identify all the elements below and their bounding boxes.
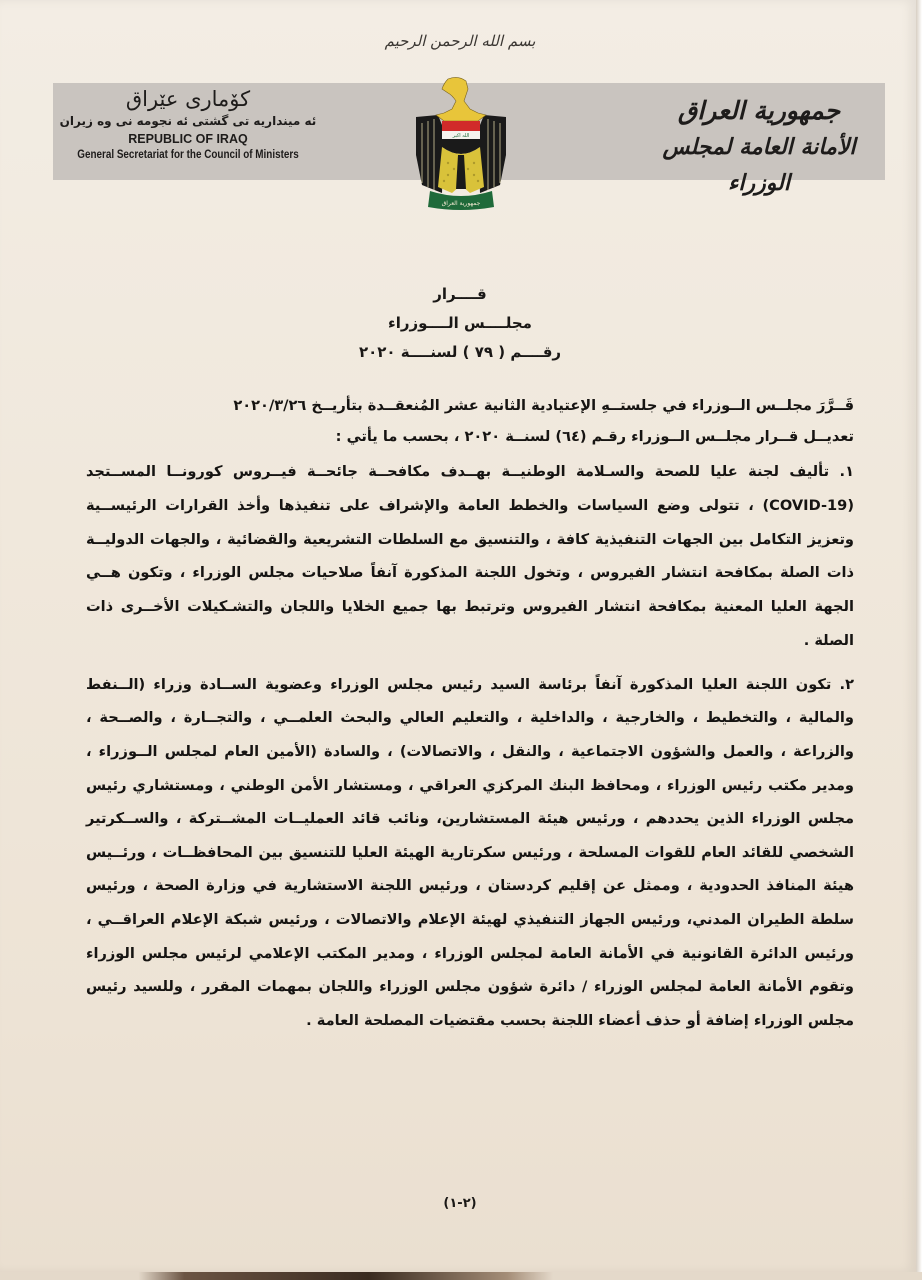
kurdish-subtitle: ئه مینداریه تی گشتی ئه نجومه نی وه زیران bbox=[59, 114, 317, 128]
eagle-head bbox=[436, 77, 486, 121]
svg-text:الله اكبر: الله اكبر bbox=[452, 133, 470, 139]
intro-line-1: قَــرَّرَ مجلــس الــوزراء في جلستــهِ الإعتيادية الثانية عشر المُنعقــدة بتأريــخ ٢٠٢٠/٣/٢٦ bbox=[233, 397, 854, 414]
letterhead-right-block bbox=[633, 83, 885, 196]
arabic-subtitle: الأمانة العامة لمجلس الوزراء bbox=[662, 134, 856, 196]
intro-line-2: تعديــل قــرار مجلــس الــوزراء رقـم (٦٤) لسنــة ٢٠٢٠ ، بحسب ما يأتي : bbox=[335, 428, 854, 445]
table-surface-shadow bbox=[0, 1272, 922, 1280]
page-number: (٢-١) bbox=[443, 1196, 477, 1211]
english-title: REPUBLIC OF IRAQ bbox=[128, 132, 248, 146]
decision-body bbox=[86, 393, 854, 1037]
title-decision: قــــرار bbox=[433, 285, 487, 303]
clause-1: ١. تأليف لجنة عليا للصحة والسـلامة الوطنيــة بهــدف مكافحــة جائحــة فيــروس كورونــا المســتجد (COVID-19) ، تتولى وضع السياسات والخطط العامة والإشراف على تنفيذها وأخذ القرارات الرئيســية وتعزيز التكامل بين الجهات التنفيذية كافة ، والتنسيق مع السلطات التشريعية والقضائية ، والجهات الدوليــة ذات الصلة بمكافحة انتشار الفيروس ، وتخول اللجنة المذكورة آنفاً صلاحيات مجلس الوزراء ، وتكون هــي الجهة العليا المعنية بمكافحة انتشار الفيروس وترتبط بها جميع الخلايا واللجان والتشـكيلات الأخــرى ذات الصلة . bbox=[86, 463, 854, 649]
kurdish-title: كۆماری عێراق bbox=[125, 87, 251, 111]
emblem-ribbon-text: جمهورية العراق bbox=[441, 200, 481, 207]
eagle-of-saladin-emblem-icon bbox=[408, 75, 514, 210]
letterhead-left-block bbox=[53, 83, 323, 180]
title-council: مجلــــس الــــوزراء bbox=[388, 314, 532, 332]
english-subtitle: General Secretariat for the Council of Ministers bbox=[77, 149, 299, 161]
arabic-title: جمهورية العراق bbox=[677, 96, 841, 125]
title-number-year: رقــــم ( ٧٩ ) لسنــــة ٢٠٢٠ bbox=[358, 343, 562, 361]
page-edge bbox=[916, 0, 922, 1280]
basmala: بسم الله الرحمن الرحيم bbox=[384, 32, 536, 50]
clause-2: ٢. تكون اللجنة العليا المذكورة آنفاً برئاسة السيد رئيس مجلس الوزراء وعضوية الســادة وزراء (الــنفط والمالية ، والتخطيط ، والخارجية ، والداخلية ، والتعليم العالي والبحث العلمــي ، والتجــارة ، والصــحة ، والزراعة ، والعمل والشؤون الاجتماعية ، والنقل ، والاتصالات) ، والسادة (الأمين العام لمجلس الــوزراء ، ومدير مكتب رئيس الوزراء ، ومحافظ البنك المركزي العراقي ، ومستشار الأمن الوطني ، ومستشاري رئيس مجلس الوزراء الذين يحددهم ، ورئيس هيئة المستشارين، ونائب قائد العمليــات المشــتركة ، والســكرتير الشخصي للقائد العام للقوات المسلحة ، ورئيس سكرتارية الهيئة العليا للتنسيق بين المحافظــات ، ورئــيس هيئة المنافذ الحدودية ، وممثل عن إقليم كردستان ، ورئيس اللجنة الاستشارية في وزارة الصحة ، ورئيس سلطة الطيران المدني، ورئيس الجهاز التنفيذي لهيئة الإعلام والاتصالات ، ورئيس شبكة الإعلام العراقــي ، ورئيس الدائرة القانونية في الأمانة العامة لمجلس الوزراء ، ومدير المكتب الإعلامي لرئيس مجلس الوزراء وتقوم الأمانة العامة لمجلس الوزراء / دائرة شؤون مجلس الوزراء واللجان بمهمات المقرر ، وللسيد رئيس مجلس الوزراء إضافة أو حذف أعضاء اللجنة بحسب مقتضيات المصلحة العامة . bbox=[86, 675, 854, 1029]
decision-title bbox=[200, 280, 720, 367]
